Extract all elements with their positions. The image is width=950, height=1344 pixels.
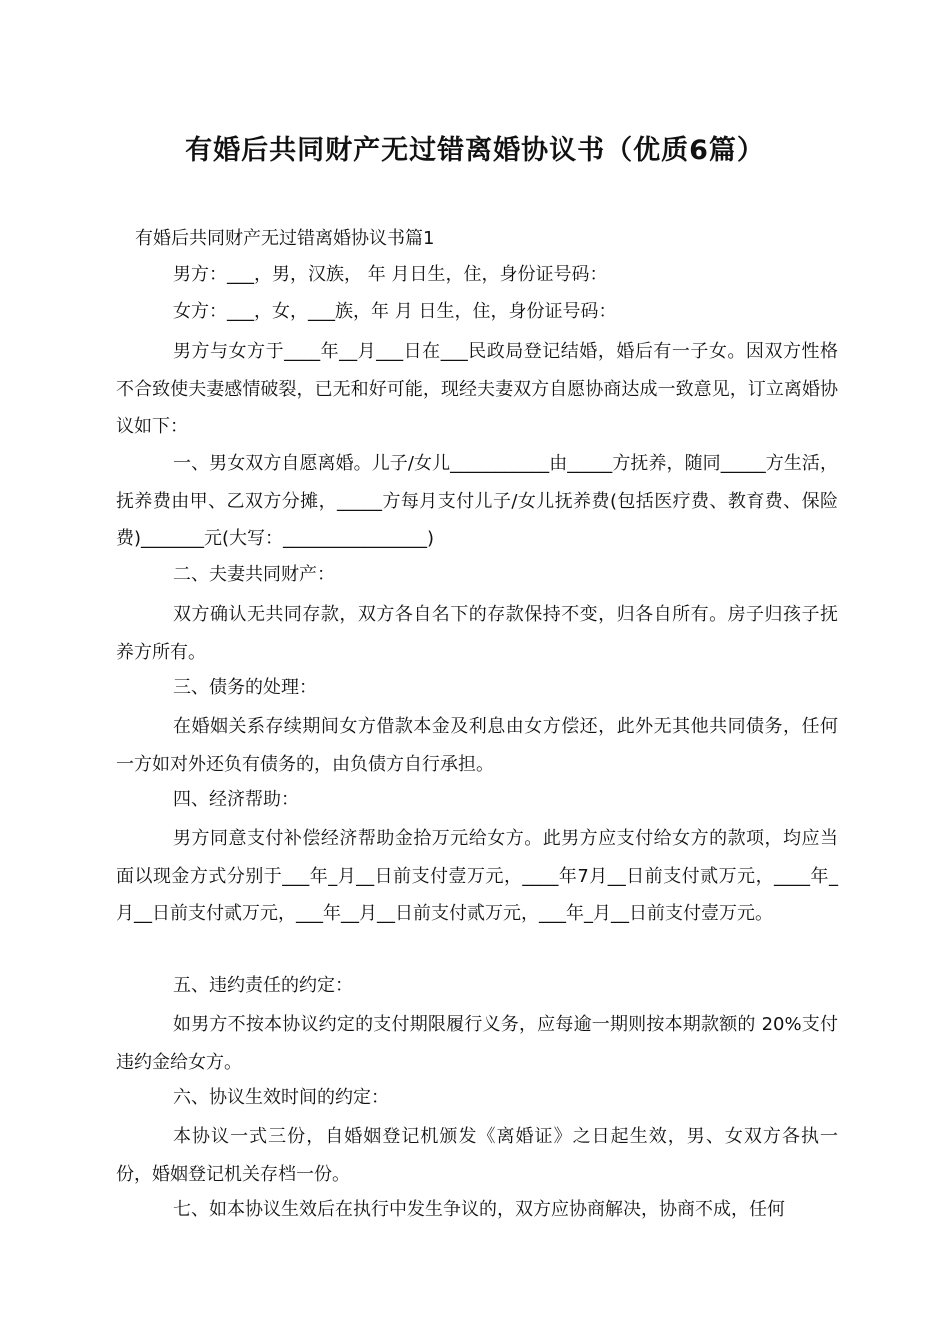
female-party-line: 女方：___，女，___族，年 月 日生，住，身份证号码：: [173, 301, 617, 322]
intro-paragraph: 男方与女方于____年__月___日在___民政局登记结婚，婚后有一子女。因双方性格不合致使夫妻感情破裂，已无和好可能，现经夫妻双方自愿协商达成一致意见，订立离婚协议如下：: [116, 341, 838, 437]
male-party-line: 男方：___，男，汉族， 年 月日生，住，身份证号码：: [173, 264, 608, 285]
clause-2-paragraph: 双方确认无共同存款，双方各自名下的存款保持不变，归各自所有。房子归孩子抚养方所有。: [116, 604, 838, 663]
clause-3-heading: 三、债务的处理：: [173, 677, 317, 698]
clause-4-heading: 四、经济帮助：: [173, 789, 299, 810]
clause-5-paragraph: 如男方不按本协议约定的支付期限履行义务，应每逾一期则按本期款额的 20%支付违约金给女方。: [116, 1014, 838, 1073]
clause-7-line: 七、如本协议生效后在执行中发生争议的，双方应协商解决，协商不成，任何: [173, 1199, 785, 1220]
clause-1-paragraph: 一、男女双方自愿离婚。儿子/女儿___________由_____方抚养，随同_____方生活，抚养费由甲、乙双方分摊，_____方每月支付儿子/女儿抚养费(包括医疗费、教育费、保险费)_______元(大写：________________): [116, 453, 838, 549]
clause-3-paragraph: 在婚姻关系存续期间女方借款本金及利息由女方偿还，此外无其他共同债务，任何一方如对外还负有债务的，由负债方自行承担。: [116, 716, 838, 775]
clause-2-heading: 二、夫妻共同财产：: [173, 564, 335, 585]
clause-5-heading: 五、违约责任的约定：: [173, 975, 353, 996]
clause-4-paragraph: 男方同意支付补偿经济帮助金拾万元给女方。此男方应支付给女方的款项，均应当面以现金方式分别于___年_月__日前支付壹万元，____年7月__日前支付贰万元，____年_月__日前支付贰万元，___年__月__日前支付贰万元，___年_月__日前支付壹万元。: [116, 828, 838, 924]
document-title: 有婚后共同财产无过错离婚协议书（优质6篇）: [185, 135, 765, 166]
section-subtitle: 有婚后共同财产无过错离婚协议书篇1: [135, 228, 435, 249]
clause-6-paragraph: 本协议一式三份，自婚姻登记机颁发《离婚证》之日起生效，男、女双方各执一份，婚姻登记机关存档一份。: [116, 1126, 838, 1185]
clause-6-heading: 六、协议生效时间的约定：: [173, 1087, 389, 1108]
